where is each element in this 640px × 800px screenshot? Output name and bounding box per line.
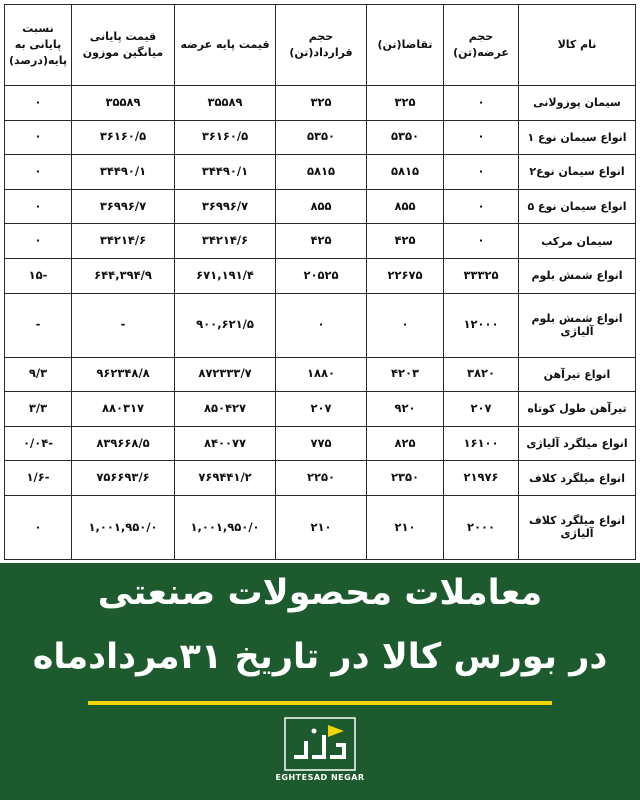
cell-contract-volume: ۸۵۵ [276,189,367,224]
header-base-price: قیمت پایه عرضه [175,5,276,86]
cell-demand: ۵۳۵۰ [367,120,444,155]
cell-demand: ۸۵۵ [367,189,444,224]
header-demand: تقاضا(تن) [367,5,444,86]
cell-supply-volume: ۰ [444,155,519,190]
cell-contract-volume: ۲۱۰ [276,495,367,559]
cell-final-avg-price: ۹۶۲۳۴۸/۸ [72,357,175,392]
cell-contract-volume: ۳۲۵ [276,86,367,121]
cell-final-avg-price: ۳۴۲۱۴/۶ [72,224,175,259]
cell-base-price: ۸۷۲۳۳۳/۷ [175,357,276,392]
cell-commodity-name: انواع سیمان نوع ۱ [519,120,636,155]
table-row [5,392,636,427]
table-row [5,155,636,190]
table-row [5,86,636,121]
cell-final-to-base-ratio: ۰ [5,224,72,259]
cell-demand: ۸۲۵ [367,426,444,461]
cell-base-price: ۶۷۱,۱۹۱/۴ [175,258,276,293]
cell-contract-volume: ۱۸۸۰ [276,357,367,392]
banner-title-line2: در بورس کالا در تاریخ ۳۱مردادماه [32,637,608,677]
cell-supply-volume: ۰ [444,120,519,155]
cell-commodity-name: انواع میلگرد آلیاژی [519,426,636,461]
cell-final-to-base-ratio: -۱۵ [5,258,72,293]
cell-supply-volume: ۱۶۱۰۰ [444,426,519,461]
cell-contract-volume: ۲۲۵۰ [276,461,367,496]
cell-final-avg-price: - [72,293,175,357]
table-row [5,189,636,224]
brand-logo [264,715,376,795]
table-row [5,224,636,259]
cell-final-avg-price: ۸۳۹۶۶۸/۵ [72,426,175,461]
cell-final-to-base-ratio: - [5,293,72,357]
cell-supply-volume: ۲۱۹۷۶ [444,461,519,496]
cell-base-price: ۳۵۵۸۹ [175,86,276,121]
cell-base-price: ۳۴۴۹۰/۱ [175,155,276,190]
cell-base-price: ۸۵۰۴۲۷ [175,392,276,427]
commodity-table [4,4,636,560]
cell-demand: ۵۸۱۵ [367,155,444,190]
header-supply-volume: حجم عرضه(تن) [444,5,519,86]
cell-supply-volume: ۰ [444,189,519,224]
header-row [5,5,636,86]
eghtesad-negar-logo-icon [284,717,356,771]
cell-commodity-name: انواع میلگرد کلاف [519,461,636,496]
cell-demand: ۲۱۰ [367,495,444,559]
logo-text: EGHTESAD NEGAR [275,773,365,782]
cell-final-to-base-ratio: ۰ [5,155,72,190]
cell-base-price: ۳۴۲۱۴/۶ [175,224,276,259]
header-commodity-name: نام کالا [519,5,636,86]
cell-base-price: ۹۰۰,۶۲۱/۵ [175,293,276,357]
banner-title-line1: معاملات محصولات صنعتی [97,573,543,613]
cell-final-avg-price: ۳۶۱۶۰/۵ [72,120,175,155]
cell-supply-volume: ۲۰۷ [444,392,519,427]
table-row [5,426,636,461]
cell-demand: ۴۲۰۳ [367,357,444,392]
cell-contract-volume: ۵۳۵۰ [276,120,367,155]
table-row [5,120,636,155]
header-contract-volume: حجم قرارداد(تن) [276,5,367,86]
cell-commodity-name: انواع سیمان نوع۲ [519,155,636,190]
table-row [5,293,636,357]
cell-final-to-base-ratio: ۰ [5,120,72,155]
cell-base-price: ۳۶۹۹۶/۷ [175,189,276,224]
cell-final-avg-price: ۱,۰۰۱,۹۵۰/۰ [72,495,175,559]
cell-final-to-base-ratio: ۹/۳ [5,357,72,392]
cell-supply-volume: ۳۳۳۲۵ [444,258,519,293]
cell-demand: ۴۲۵ [367,224,444,259]
cell-final-to-base-ratio: ۰ [5,189,72,224]
cell-contract-volume: ۰ [276,293,367,357]
cell-final-avg-price: ۷۵۶۶۹۳/۶ [72,461,175,496]
cell-supply-volume: ۰ [444,86,519,121]
cell-final-to-base-ratio: ۰ [5,86,72,121]
cell-base-price: ۸۴۰۰۷۷ [175,426,276,461]
cell-supply-volume: ۰ [444,224,519,259]
cell-demand: ۲۳۵۰ [367,461,444,496]
cell-contract-volume: ۲۰۷ [276,392,367,427]
cell-base-price: ۳۶۱۶۰/۵ [175,120,276,155]
header-final-avg-price: قیمت پایانی میانگین موزون [72,5,175,86]
cell-commodity-name: انواع میلگرد کلاف آلیاژی [519,495,636,559]
cell-supply-volume: ۳۸۲۰ [444,357,519,392]
table-row [5,461,636,496]
cell-final-avg-price: ۳۶۹۹۶/۷ [72,189,175,224]
cell-final-avg-price: ۳۴۴۹۰/۱ [72,155,175,190]
cell-demand: ۳۲۵ [367,86,444,121]
cell-commodity-name: سیمان پوزولانی [519,86,636,121]
table-row [5,357,636,392]
cell-contract-volume: ۷۷۵ [276,426,367,461]
cell-commodity-name: انواع شمش بلوم [519,258,636,293]
table-row [5,495,636,559]
cell-commodity-name: انواع سیمان نوع ۵ [519,189,636,224]
cell-final-to-base-ratio: -۱/۶ [5,461,72,496]
cell-final-avg-price: ۸۸۰۳۱۷ [72,392,175,427]
cell-final-to-base-ratio: ۰ [5,495,72,559]
cell-contract-volume: ۲۰۵۲۵ [276,258,367,293]
cell-demand: ۹۲۰ [367,392,444,427]
cell-supply-volume: ۱۲۰۰۰ [444,293,519,357]
cell-demand: ۲۲۶۷۵ [367,258,444,293]
cell-base-price: ۱,۰۰۱,۹۵۰/۰ [175,495,276,559]
cell-base-price: ۷۶۹۴۴۱/۲ [175,461,276,496]
cell-demand: ۰ [367,293,444,357]
cell-final-to-base-ratio: ۳/۳ [5,392,72,427]
cell-commodity-name: تیرآهن طول کوتاه [519,392,636,427]
table-row [5,258,636,293]
cell-commodity-name: انواع شمش بلوم آلیاژی [519,293,636,357]
cell-final-to-base-ratio: -۰/۰۴ [5,426,72,461]
cell-final-avg-price: ۳۵۵۸۹ [72,86,175,121]
cell-contract-volume: ۴۲۵ [276,224,367,259]
cell-commodity-name: انواع تیرآهن [519,357,636,392]
cell-final-avg-price: ۶۴۴,۳۹۴/۹ [72,258,175,293]
cell-contract-volume: ۵۸۱۵ [276,155,367,190]
yellow-divider [88,701,552,705]
cell-supply-volume: ۲۰۰۰ [444,495,519,559]
header-final-to-base-ratio: نسبت پایانی به پایه(درصد) [5,5,72,86]
cell-commodity-name: سیمان مرکب [519,224,636,259]
title-banner [0,563,640,800]
